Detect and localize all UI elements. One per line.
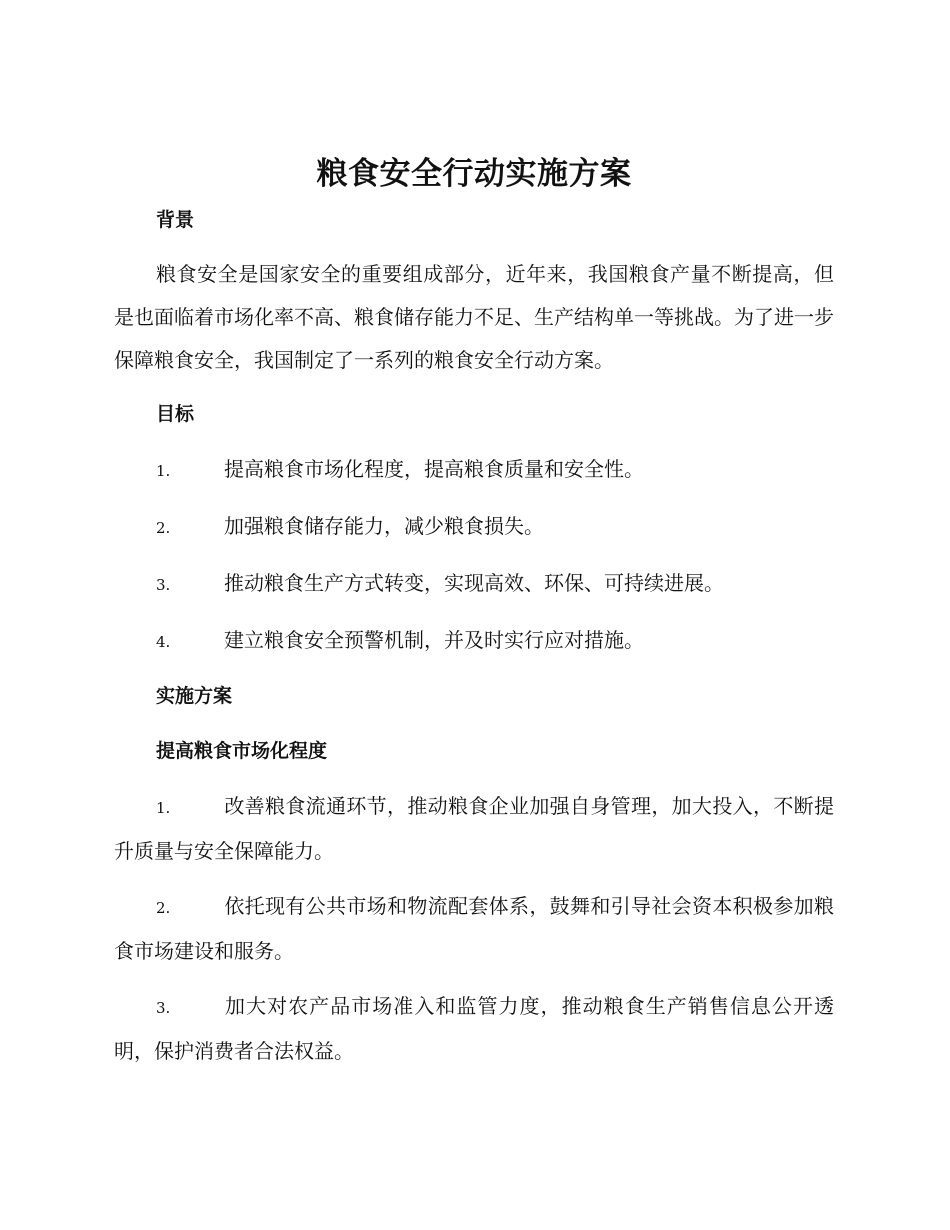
list-item-number: 2. <box>156 899 171 917</box>
list-item <box>114 505 834 550</box>
goals-list <box>114 448 834 664</box>
list-item-text: 加强粮食储存能力，减少粮食损失。 <box>224 514 544 538</box>
list-item-text: 建立粮食安全预警机制，并及时实行应对措施。 <box>224 628 644 652</box>
section-heading-goals: 目标 <box>156 403 195 425</box>
list-item-number: 3. <box>156 999 171 1017</box>
list-item <box>114 562 834 607</box>
market-measures-list <box>114 785 834 1073</box>
list-item-number: 3. <box>156 576 171 594</box>
list-item-number: 1. <box>156 799 171 817</box>
subsection-heading-market: 提高粮食市场化程度 <box>156 740 328 762</box>
document-body <box>114 148 834 1073</box>
list-item <box>114 785 834 873</box>
list-item <box>114 448 834 493</box>
list-item-text: 依托现有公共市场和物流配套体系，鼓舞和引导社会资本积极参加粮食市场建设和服务。 <box>114 894 834 963</box>
document-title: 粮食安全行动实施方案 <box>316 156 632 192</box>
list-item-text: 改善粮食流通环节，推动粮食企业加强自身管理，加大投入，不断提升质量与安全保障能力。 <box>114 794 834 863</box>
list-item <box>114 885 834 973</box>
list-item-text: 提高粮食市场化程度，提高粮食质量和安全性。 <box>224 457 644 481</box>
list-item-number: 4. <box>156 633 171 651</box>
list-item <box>114 619 834 664</box>
list-item-text: 推动粮食生产方式转变，实现高效、环保、可持续进展。 <box>224 571 724 595</box>
section-heading-plan: 实施方案 <box>156 685 233 707</box>
list-item-number: 2. <box>156 519 171 537</box>
list-item <box>114 985 834 1073</box>
background-paragraph: 粮食安全是国家安全的重要组成部分，近年来，我国粮食产量不断提高，但是也面临着市场化率不高、粮食储存能力不足、生产结构单一等挑战。为了进一步保障粮食安全，我国制定了一系列的粮食安全行动方案。 <box>114 262 834 372</box>
section-heading-background: 背景 <box>156 209 195 231</box>
list-item-text: 加大对农产品市场准入和监管力度，推动粮食生产销售信息公开透明，保护消费者合法权益。 <box>114 994 834 1063</box>
list-item-number: 1. <box>156 462 171 480</box>
